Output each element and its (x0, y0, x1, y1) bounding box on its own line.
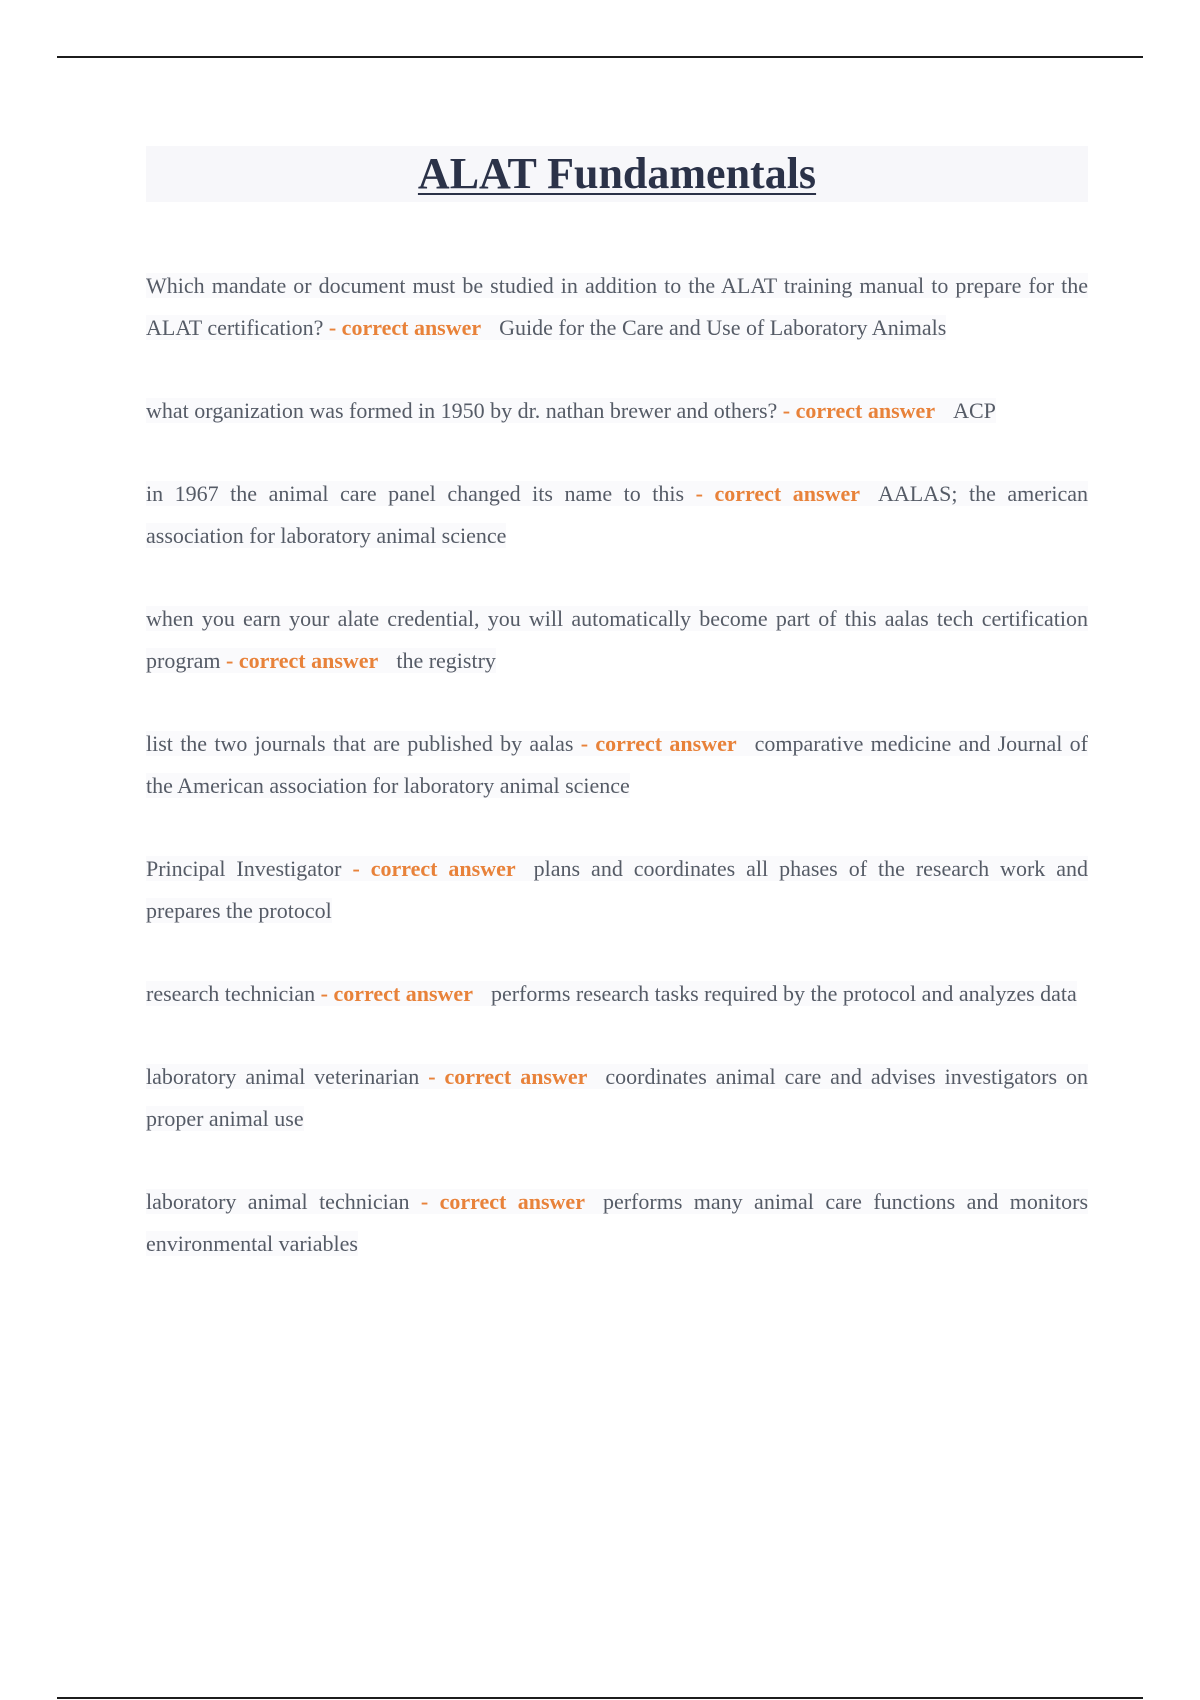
question-text: when you earn your alate credential, you will automatically become part of this aalas tech certification program (146, 606, 1088, 673)
question-text: Principal Investigator (146, 856, 342, 881)
qa-item (146, 390, 1088, 432)
answer-text: performs research tasks required by the protocol and analyzes data (490, 981, 1077, 1006)
answer-text: comparative medicine and Journal of the American association for laboratory animal science (146, 731, 1089, 798)
correct-answer-marker: - correct answer (320, 981, 473, 1006)
correct-answer-marker: - correct answer (428, 1064, 588, 1089)
correct-answer-marker: - correct answer (328, 315, 482, 340)
qa-list (146, 265, 1088, 1306)
top-rule (57, 56, 1143, 58)
qa-item (146, 973, 1088, 1015)
correct-answer-marker: - correct answer (580, 731, 737, 756)
answer-text: AALAS; the american association for laboratory animal science (146, 481, 1089, 548)
answer-text: the registry (396, 648, 496, 673)
question-text: research technician (146, 981, 316, 1006)
question-text: list the two journals that are published by aalas (146, 731, 574, 756)
title-band (146, 146, 1088, 202)
correct-answer-marker: - correct answer (782, 398, 936, 423)
qa-item (146, 265, 1088, 349)
qa-item (146, 1181, 1088, 1265)
qa-item (146, 848, 1088, 932)
document-title: ALAT Fundamentals (417, 149, 817, 198)
answer-text: ACP (953, 398, 996, 423)
answer-text: plans and coordinates all phases of the research work and prepares the protocol (146, 856, 1088, 923)
question-text: in 1967 the animal care panel changed its name to this (146, 481, 685, 506)
answer-text: performs many animal care functions and monitors environmental variables (146, 1189, 1089, 1256)
question-text: laboratory animal technician (146, 1189, 410, 1214)
question-text: Which mandate or document must be studied in addition to the ALAT training manual to prepare for the ALAT certification? (146, 273, 1088, 340)
question-text: laboratory animal veterinarian (146, 1064, 420, 1089)
answer-text: coordinates animal care and advises investigators on proper animal use (146, 1064, 1089, 1131)
qa-item (146, 598, 1088, 682)
answer-text: Guide for the Care and Use of Laboratory Animals (499, 315, 947, 340)
question-text: what organization was formed in 1950 by dr. nathan brewer and others? (146, 398, 778, 423)
correct-answer-marker: - correct answer (420, 1189, 585, 1214)
correct-answer-marker: - correct answer (695, 481, 861, 506)
qa-item (146, 473, 1088, 557)
qa-item (146, 723, 1088, 807)
correct-answer-marker: - correct answer (226, 648, 379, 673)
qa-item (146, 1056, 1088, 1140)
correct-answer-marker: - correct answer (352, 856, 516, 881)
bottom-rule (57, 1697, 1143, 1699)
